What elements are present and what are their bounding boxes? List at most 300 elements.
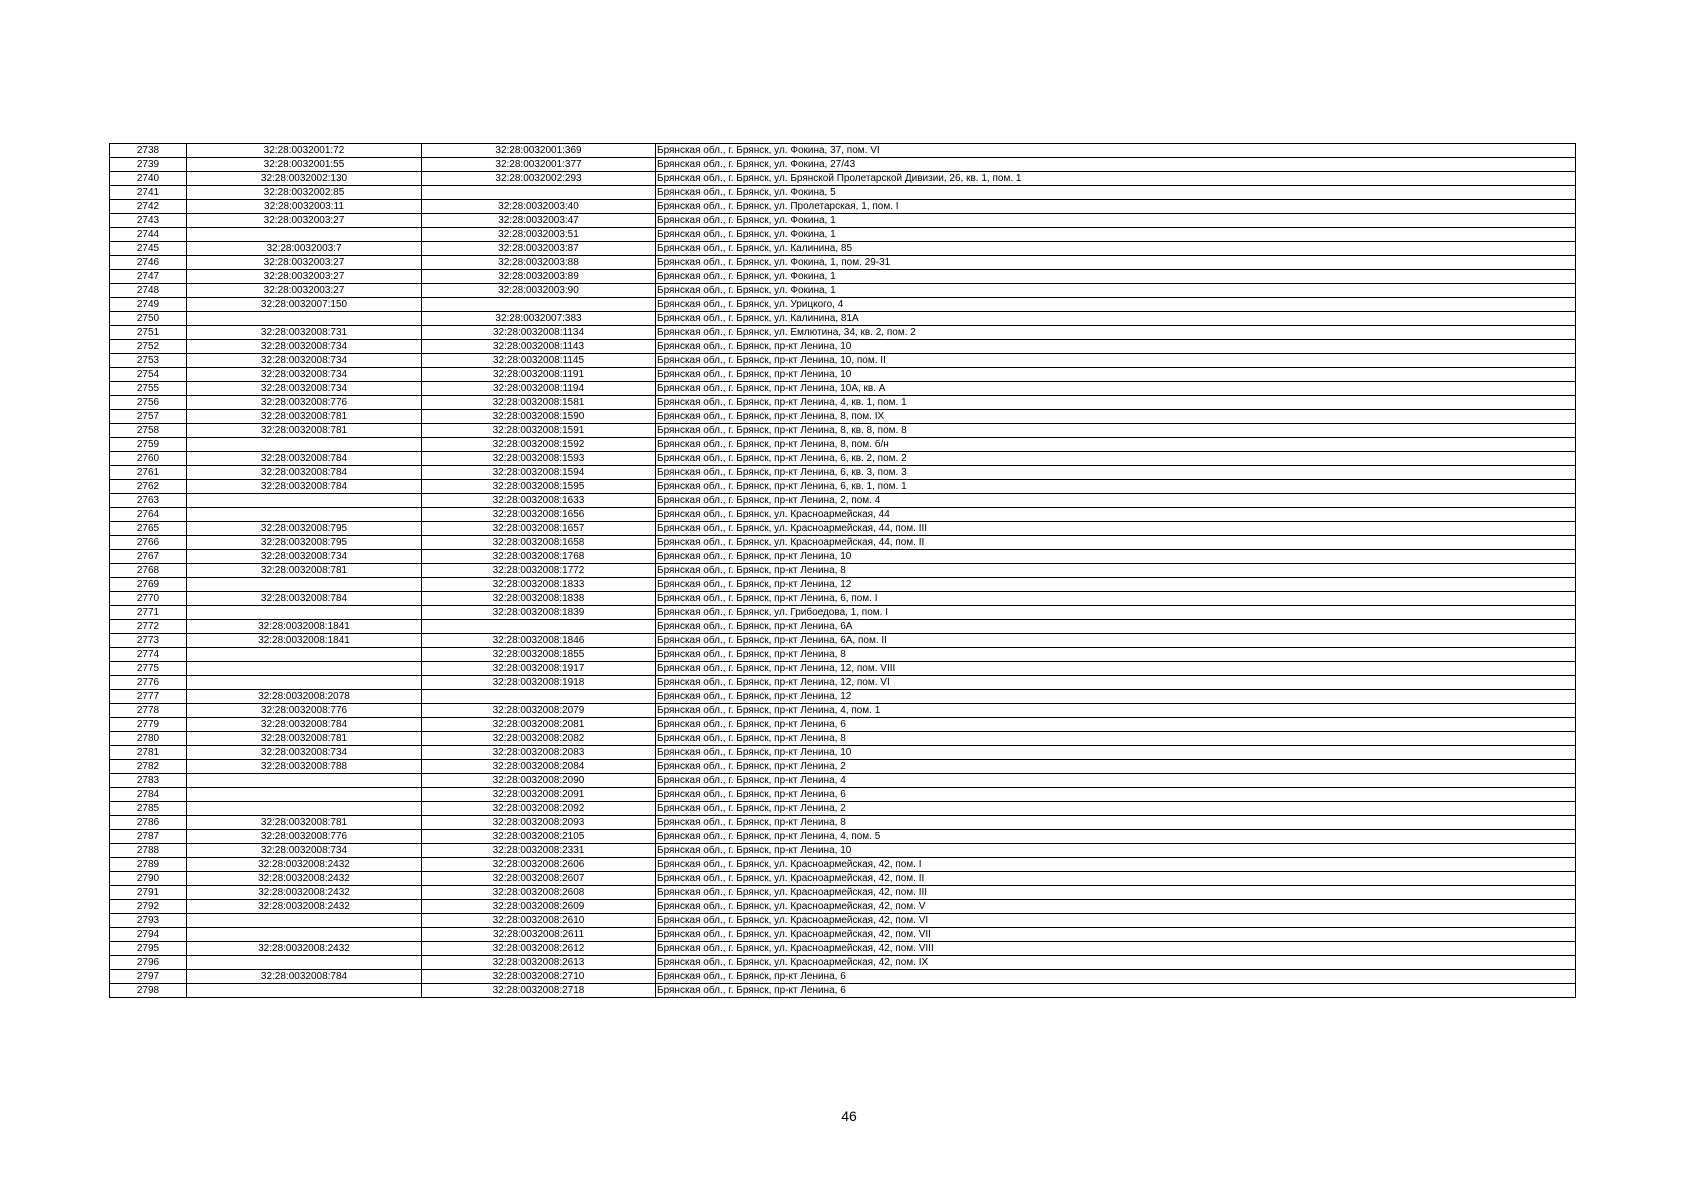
address-cell: Брянская обл., г. Брянск, ул. Красноармейская, 42, пом. III xyxy=(656,886,1576,900)
row-number-cell: 2782 xyxy=(110,760,187,774)
land-cadastral-number-cell xyxy=(187,676,422,690)
table-row xyxy=(110,578,1576,592)
table-row xyxy=(110,872,1576,886)
row-number-cell: 2762 xyxy=(110,480,187,494)
building-cadastral-number-cell: 32:28:0032008:1143 xyxy=(422,340,656,354)
building-cadastral-number-cell: 32:28:0032003:89 xyxy=(422,270,656,284)
building-cadastral-number-cell xyxy=(422,620,656,634)
row-number-cell: 2752 xyxy=(110,340,187,354)
land-cadastral-number-cell: 32:28:0032008:776 xyxy=(187,704,422,718)
land-cadastral-number-cell: 32:28:0032008:1841 xyxy=(187,634,422,648)
row-number-cell: 2781 xyxy=(110,746,187,760)
row-number-cell: 2749 xyxy=(110,298,187,312)
address-cell: Брянская обл., г. Брянск, ул. Красноармейская, 42, пом. II xyxy=(656,872,1576,886)
row-number-cell: 2769 xyxy=(110,578,187,592)
table-row xyxy=(110,326,1576,340)
building-cadastral-number-cell: 32:28:0032008:1593 xyxy=(422,452,656,466)
table-row xyxy=(110,620,1576,634)
address-cell: Брянская обл., г. Брянск, пр-кт Ленина, 6, пом. I xyxy=(656,592,1576,606)
table-row xyxy=(110,270,1576,284)
row-number-cell: 2767 xyxy=(110,550,187,564)
row-number-cell: 2768 xyxy=(110,564,187,578)
address-cell: Брянская обл., г. Брянск, ул. Фокина, 27/43 xyxy=(656,158,1576,172)
table-row xyxy=(110,942,1576,956)
address-cell: Брянская обл., г. Брянск, ул. Красноармейская, 42, пом. IX xyxy=(656,956,1576,970)
row-number-cell: 2746 xyxy=(110,256,187,270)
land-cadastral-number-cell: 32:28:0032003:27 xyxy=(187,284,422,298)
address-cell: Брянская обл., г. Брянск, пр-кт Ленина, 6А, пом. II xyxy=(656,634,1576,648)
building-cadastral-number-cell: 32:28:0032008:1592 xyxy=(422,438,656,452)
land-cadastral-number-cell: 32:28:0032008:795 xyxy=(187,536,422,550)
row-number-cell: 2778 xyxy=(110,704,187,718)
table-row xyxy=(110,718,1576,732)
land-cadastral-number-cell xyxy=(187,312,422,326)
building-cadastral-number-cell: 32:28:0032008:1145 xyxy=(422,354,656,368)
building-cadastral-number-cell: 32:28:0032008:2081 xyxy=(422,718,656,732)
table-row xyxy=(110,508,1576,522)
address-cell: Брянская обл., г. Брянск, ул. Фокина, 1 xyxy=(656,284,1576,298)
table-row xyxy=(110,410,1576,424)
land-cadastral-number-cell: 32:28:0032001:55 xyxy=(187,158,422,172)
table-row xyxy=(110,424,1576,438)
building-cadastral-number-cell: 32:28:0032003:47 xyxy=(422,214,656,228)
building-cadastral-number-cell: 32:28:0032008:2083 xyxy=(422,746,656,760)
land-cadastral-number-cell: 32:28:0032008:734 xyxy=(187,340,422,354)
land-cadastral-number-cell: 32:28:0032008:781 xyxy=(187,564,422,578)
table-row xyxy=(110,690,1576,704)
address-cell: Брянская обл., г. Брянск, ул. Фокина, 37, пом. VI xyxy=(656,144,1576,158)
land-cadastral-number-cell: 32:28:0032008:781 xyxy=(187,424,422,438)
building-cadastral-number-cell: 32:28:0032008:2092 xyxy=(422,802,656,816)
building-cadastral-number-cell: 32:28:0032008:2611 xyxy=(422,928,656,942)
address-cell: Брянская обл., г. Брянск, пр-кт Ленина, 10 xyxy=(656,340,1576,354)
building-cadastral-number-cell xyxy=(422,690,656,704)
land-cadastral-number-cell xyxy=(187,928,422,942)
table-row xyxy=(110,284,1576,298)
row-number-cell: 2738 xyxy=(110,144,187,158)
address-cell: Брянская обл., г. Брянск, пр-кт Ленина, 10 xyxy=(656,746,1576,760)
address-cell: Брянская обл., г. Брянск, пр-кт Ленина, 6А xyxy=(656,620,1576,634)
row-number-cell: 2739 xyxy=(110,158,187,172)
address-cell: Брянская обл., г. Брянск, ул. Красноармейская, 44, пом. II xyxy=(656,536,1576,550)
row-number-cell: 2786 xyxy=(110,816,187,830)
building-cadastral-number-cell: 32:28:0032008:2613 xyxy=(422,956,656,970)
address-cell: Брянская обл., г. Брянск, ул. Фокина, 1 xyxy=(656,228,1576,242)
building-cadastral-number-cell: 32:28:0032008:1855 xyxy=(422,648,656,662)
table-row xyxy=(110,186,1576,200)
address-cell: Брянская обл., г. Брянск, пр-кт Ленина, 4 xyxy=(656,774,1576,788)
table-row xyxy=(110,900,1576,914)
building-cadastral-number-cell: 32:28:0032008:2331 xyxy=(422,844,656,858)
building-cadastral-number-cell: 32:28:0032008:1134 xyxy=(422,326,656,340)
address-cell: Брянская обл., г. Брянск, пр-кт Ленина, 8 xyxy=(656,816,1576,830)
building-cadastral-number-cell: 32:28:0032002:293 xyxy=(422,172,656,186)
address-cell: Брянская обл., г. Брянск, пр-кт Ленина, 8, пом. б/н xyxy=(656,438,1576,452)
address-cell: Брянская обл., г. Брянск, пр-кт Ленина, 6, кв. 2, пом. 2 xyxy=(656,452,1576,466)
row-number-cell: 2761 xyxy=(110,466,187,480)
table-row xyxy=(110,788,1576,802)
address-cell: Брянская обл., г. Брянск, пр-кт Ленина, 6 xyxy=(656,788,1576,802)
address-cell: Брянская обл., г. Брянск, пр-кт Ленина, 8, пом. IX xyxy=(656,410,1576,424)
table-row xyxy=(110,536,1576,550)
table-row xyxy=(110,312,1576,326)
table-row xyxy=(110,634,1576,648)
row-number-cell: 2783 xyxy=(110,774,187,788)
building-cadastral-number-cell: 32:28:0032008:1590 xyxy=(422,410,656,424)
land-cadastral-number-cell: 32:28:0032008:2432 xyxy=(187,900,422,914)
land-cadastral-number-cell: 32:28:0032008:776 xyxy=(187,830,422,844)
table-row xyxy=(110,732,1576,746)
building-cadastral-number-cell: 32:28:0032008:1846 xyxy=(422,634,656,648)
land-cadastral-number-cell: 32:28:0032008:784 xyxy=(187,718,422,732)
table-row xyxy=(110,914,1576,928)
building-cadastral-number-cell: 32:28:0032008:1918 xyxy=(422,676,656,690)
building-cadastral-number-cell: 32:28:0032008:2607 xyxy=(422,872,656,886)
building-cadastral-number-cell: 32:28:0032008:1657 xyxy=(422,522,656,536)
page-number: 46 xyxy=(841,1108,857,1124)
row-number-cell: 2750 xyxy=(110,312,187,326)
row-number-cell: 2756 xyxy=(110,396,187,410)
table-row xyxy=(110,676,1576,690)
address-cell: Брянская обл., г. Брянск, пр-кт Ленина, 6 xyxy=(656,970,1576,984)
address-cell: Брянская обл., г. Брянск, пр-кт Ленина, 4, кв. 1, пом. 1 xyxy=(656,396,1576,410)
address-cell: Брянская обл., г. Брянск, пр-кт Ленина, 8 xyxy=(656,564,1576,578)
row-number-cell: 2798 xyxy=(110,984,187,998)
address-cell: Брянская обл., г. Брянск, пр-кт Ленина, 4, пом. 1 xyxy=(656,704,1576,718)
row-number-cell: 2790 xyxy=(110,872,187,886)
land-cadastral-number-cell xyxy=(187,578,422,592)
building-cadastral-number-cell: 32:28:0032008:2606 xyxy=(422,858,656,872)
table-row xyxy=(110,200,1576,214)
row-number-cell: 2797 xyxy=(110,970,187,984)
table-row xyxy=(110,172,1576,186)
row-number-cell: 2796 xyxy=(110,956,187,970)
building-cadastral-number-cell: 32:28:0032008:1194 xyxy=(422,382,656,396)
row-number-cell: 2753 xyxy=(110,354,187,368)
address-cell: Брянская обл., г. Брянск, пр-кт Ленина, 10 xyxy=(656,368,1576,382)
land-cadastral-number-cell: 32:28:0032008:731 xyxy=(187,326,422,340)
land-cadastral-number-cell xyxy=(187,228,422,242)
row-number-cell: 2747 xyxy=(110,270,187,284)
address-cell: Брянская обл., г. Брянск, ул. Урицкого, 4 xyxy=(656,298,1576,312)
address-cell: Брянская обл., г. Брянск, ул. Красноармейская, 44 xyxy=(656,508,1576,522)
land-cadastral-number-cell: 32:28:0032003:27 xyxy=(187,214,422,228)
land-cadastral-number-cell xyxy=(187,802,422,816)
row-number-cell: 2785 xyxy=(110,802,187,816)
registry-table-body xyxy=(110,144,1576,998)
table-row xyxy=(110,466,1576,480)
building-cadastral-number-cell: 32:28:0032008:2608 xyxy=(422,886,656,900)
table-row xyxy=(110,648,1576,662)
table-row xyxy=(110,564,1576,578)
building-cadastral-number-cell: 32:28:0032003:87 xyxy=(422,242,656,256)
registry-table xyxy=(109,143,1576,998)
table-row xyxy=(110,956,1576,970)
row-number-cell: 2745 xyxy=(110,242,187,256)
row-number-cell: 2766 xyxy=(110,536,187,550)
row-number-cell: 2789 xyxy=(110,858,187,872)
land-cadastral-number-cell: 32:28:0032008:734 xyxy=(187,382,422,396)
row-number-cell: 2758 xyxy=(110,424,187,438)
row-number-cell: 2771 xyxy=(110,606,187,620)
table-row xyxy=(110,368,1576,382)
building-cadastral-number-cell: 32:28:0032008:1591 xyxy=(422,424,656,438)
building-cadastral-number-cell: 32:28:0032008:1772 xyxy=(422,564,656,578)
address-cell: Брянская обл., г. Брянск, пр-кт Ленина, 10, пом. II xyxy=(656,354,1576,368)
building-cadastral-number-cell: 32:28:0032003:88 xyxy=(422,256,656,270)
land-cadastral-number-cell xyxy=(187,662,422,676)
row-number-cell: 2764 xyxy=(110,508,187,522)
table-row xyxy=(110,816,1576,830)
table-row xyxy=(110,494,1576,508)
table-row xyxy=(110,844,1576,858)
land-cadastral-number-cell: 32:28:0032003:27 xyxy=(187,270,422,284)
building-cadastral-number-cell xyxy=(422,298,656,312)
land-cadastral-number-cell: 32:28:0032008:2432 xyxy=(187,942,422,956)
table-row xyxy=(110,438,1576,452)
table-row xyxy=(110,340,1576,354)
land-cadastral-number-cell: 32:28:0032008:795 xyxy=(187,522,422,536)
row-number-cell: 2744 xyxy=(110,228,187,242)
table-row xyxy=(110,662,1576,676)
table-row xyxy=(110,760,1576,774)
land-cadastral-number-cell: 32:28:0032008:781 xyxy=(187,732,422,746)
table-row xyxy=(110,592,1576,606)
row-number-cell: 2777 xyxy=(110,690,187,704)
table-row xyxy=(110,298,1576,312)
table-row xyxy=(110,214,1576,228)
document-page xyxy=(109,143,1575,998)
address-cell: Брянская обл., г. Брянск, пр-кт Ленина, 10 xyxy=(656,844,1576,858)
land-cadastral-number-cell: 32:28:0032008:734 xyxy=(187,354,422,368)
address-cell: Брянская обл., г. Брянск, пр-кт Ленина, 8 xyxy=(656,732,1576,746)
building-cadastral-number-cell: 32:28:0032008:2105 xyxy=(422,830,656,844)
table-row xyxy=(110,802,1576,816)
building-cadastral-number-cell: 32:28:0032008:1768 xyxy=(422,550,656,564)
land-cadastral-number-cell: 32:28:0032008:781 xyxy=(187,410,422,424)
land-cadastral-number-cell: 32:28:0032008:776 xyxy=(187,396,422,410)
row-number-cell: 2759 xyxy=(110,438,187,452)
row-number-cell: 2741 xyxy=(110,186,187,200)
table-row xyxy=(110,970,1576,984)
table-row xyxy=(110,774,1576,788)
table-row xyxy=(110,452,1576,466)
building-cadastral-number-cell: 32:28:0032001:377 xyxy=(422,158,656,172)
table-row xyxy=(110,396,1576,410)
table-row xyxy=(110,242,1576,256)
building-cadastral-number-cell: 32:28:0032008:2609 xyxy=(422,900,656,914)
table-row xyxy=(110,228,1576,242)
land-cadastral-number-cell xyxy=(187,648,422,662)
row-number-cell: 2754 xyxy=(110,368,187,382)
building-cadastral-number-cell: 32:28:0032008:1595 xyxy=(422,480,656,494)
land-cadastral-number-cell: 32:28:0032008:734 xyxy=(187,368,422,382)
land-cadastral-number-cell: 32:28:0032007:150 xyxy=(187,298,422,312)
row-number-cell: 2742 xyxy=(110,200,187,214)
land-cadastral-number-cell: 32:28:0032008:734 xyxy=(187,746,422,760)
building-cadastral-number-cell: 32:28:0032008:2612 xyxy=(422,942,656,956)
land-cadastral-number-cell: 32:28:0032002:130 xyxy=(187,172,422,186)
address-cell: Брянская обл., г. Брянск, пр-кт Ленина, 2 xyxy=(656,802,1576,816)
building-cadastral-number-cell: 32:28:0032008:1594 xyxy=(422,466,656,480)
row-number-cell: 2788 xyxy=(110,844,187,858)
land-cadastral-number-cell: 32:28:0032008:2432 xyxy=(187,872,422,886)
row-number-cell: 2760 xyxy=(110,452,187,466)
row-number-cell: 2770 xyxy=(110,592,187,606)
land-cadastral-number-cell xyxy=(187,984,422,998)
table-row xyxy=(110,144,1576,158)
row-number-cell: 2795 xyxy=(110,942,187,956)
table-row xyxy=(110,984,1576,998)
address-cell: Брянская обл., г. Брянск, пр-кт Ленина, 4, пом. 5 xyxy=(656,830,1576,844)
address-cell: Брянская обл., г. Брянск, пр-кт Ленина, 6, кв. 1, пом. 1 xyxy=(656,480,1576,494)
land-cadastral-number-cell xyxy=(187,788,422,802)
row-number-cell: 2773 xyxy=(110,634,187,648)
land-cadastral-number-cell: 32:28:0032008:734 xyxy=(187,550,422,564)
land-cadastral-number-cell: 32:28:0032008:784 xyxy=(187,466,422,480)
table-row xyxy=(110,480,1576,494)
table-row xyxy=(110,606,1576,620)
land-cadastral-number-cell: 32:28:0032008:784 xyxy=(187,970,422,984)
row-number-cell: 2779 xyxy=(110,718,187,732)
land-cadastral-number-cell: 32:28:0032008:784 xyxy=(187,452,422,466)
table-row xyxy=(110,256,1576,270)
address-cell: Брянская обл., г. Брянск, ул. Пролетарская, 1, пом. I xyxy=(656,200,1576,214)
table-row xyxy=(110,158,1576,172)
row-number-cell: 2791 xyxy=(110,886,187,900)
building-cadastral-number-cell: 32:28:0032008:1191 xyxy=(422,368,656,382)
land-cadastral-number-cell: 32:28:0032001:72 xyxy=(187,144,422,158)
address-cell: Брянская обл., г. Брянск, пр-кт Ленина, 6, кв. 3, пом. 3 xyxy=(656,466,1576,480)
building-cadastral-number-cell: 32:28:0032008:2090 xyxy=(422,774,656,788)
row-number-cell: 2775 xyxy=(110,662,187,676)
building-cadastral-number-cell: 32:28:0032008:2710 xyxy=(422,970,656,984)
address-cell: Брянская обл., г. Брянск, ул. Красноармейская, 44, пом. III xyxy=(656,522,1576,536)
address-cell: Брянская обл., г. Брянск, пр-кт Ленина, 10 xyxy=(656,550,1576,564)
table-row xyxy=(110,522,1576,536)
land-cadastral-number-cell: 32:28:0032008:1841 xyxy=(187,620,422,634)
row-number-cell: 2793 xyxy=(110,914,187,928)
row-number-cell: 2780 xyxy=(110,732,187,746)
land-cadastral-number-cell: 32:28:0032002:85 xyxy=(187,186,422,200)
land-cadastral-number-cell: 32:28:0032008:2432 xyxy=(187,858,422,872)
row-number-cell: 2784 xyxy=(110,788,187,802)
land-cadastral-number-cell: 32:28:0032008:2432 xyxy=(187,886,422,900)
land-cadastral-number-cell xyxy=(187,774,422,788)
address-cell: Брянская обл., г. Брянск, ул. Красноармейская, 42, пом. VIII xyxy=(656,942,1576,956)
address-cell: Брянская обл., г. Брянск, пр-кт Ленина, 12, пом. VI xyxy=(656,676,1576,690)
address-cell: Брянская обл., г. Брянск, ул. Фокина, 5 xyxy=(656,186,1576,200)
row-number-cell: 2765 xyxy=(110,522,187,536)
building-cadastral-number-cell: 32:28:0032008:1656 xyxy=(422,508,656,522)
land-cadastral-number-cell: 32:28:0032003:27 xyxy=(187,256,422,270)
land-cadastral-number-cell: 32:28:0032008:781 xyxy=(187,816,422,830)
address-cell: Брянская обл., г. Брянск, ул. Брянской Пролетарской Дивизии, 26, кв. 1, пом. 1 xyxy=(656,172,1576,186)
building-cadastral-number-cell: 32:28:0032008:2084 xyxy=(422,760,656,774)
address-cell: Брянская обл., г. Брянск, ул. Красноармейская, 42, пом. VII xyxy=(656,928,1576,942)
building-cadastral-number-cell: 32:28:0032008:2093 xyxy=(422,816,656,830)
address-cell: Брянская обл., г. Брянск, ул. Фокина, 1, пом. 29-31 xyxy=(656,256,1576,270)
address-cell: Брянская обл., г. Брянск, пр-кт Ленина, 8, кв. 8, пом. 8 xyxy=(656,424,1576,438)
row-number-cell: 2763 xyxy=(110,494,187,508)
building-cadastral-number-cell: 32:28:0032003:90 xyxy=(422,284,656,298)
land-cadastral-number-cell: 32:28:0032003:11 xyxy=(187,200,422,214)
table-row xyxy=(110,704,1576,718)
building-cadastral-number-cell: 32:28:0032003:51 xyxy=(422,228,656,242)
address-cell: Брянская обл., г. Брянск, пр-кт Ленина, 12, пом. VIII xyxy=(656,662,1576,676)
address-cell: Брянская обл., г. Брянск, пр-кт Ленина, 10А, кв. А xyxy=(656,382,1576,396)
table-row xyxy=(110,382,1576,396)
address-cell: Брянская обл., г. Брянск, ул. Грибоедова, 1, пом. I xyxy=(656,606,1576,620)
building-cadastral-number-cell: 32:28:0032008:2079 xyxy=(422,704,656,718)
address-cell: Брянская обл., г. Брянск, пр-кт Ленина, 12 xyxy=(656,578,1576,592)
row-number-cell: 2776 xyxy=(110,676,187,690)
row-number-cell: 2787 xyxy=(110,830,187,844)
row-number-cell: 2774 xyxy=(110,648,187,662)
table-row xyxy=(110,354,1576,368)
land-cadastral-number-cell xyxy=(187,956,422,970)
address-cell: Брянская обл., г. Брянск, пр-кт Ленина, 8 xyxy=(656,648,1576,662)
address-cell: Брянская обл., г. Брянск, ул. Фокина, 1 xyxy=(656,214,1576,228)
row-number-cell: 2792 xyxy=(110,900,187,914)
address-cell: Брянская обл., г. Брянск, пр-кт Ленина, 2 xyxy=(656,760,1576,774)
building-cadastral-number-cell: 32:28:0032007:383 xyxy=(422,312,656,326)
table-row xyxy=(110,746,1576,760)
building-cadastral-number-cell: 32:28:0032008:1917 xyxy=(422,662,656,676)
row-number-cell: 2755 xyxy=(110,382,187,396)
building-cadastral-number-cell: 32:28:0032003:40 xyxy=(422,200,656,214)
land-cadastral-number-cell xyxy=(187,438,422,452)
land-cadastral-number-cell xyxy=(187,494,422,508)
building-cadastral-number-cell: 32:28:0032008:2082 xyxy=(422,732,656,746)
land-cadastral-number-cell xyxy=(187,606,422,620)
table-row xyxy=(110,886,1576,900)
land-cadastral-number-cell: 32:28:0032008:2078 xyxy=(187,690,422,704)
land-cadastral-number-cell: 32:28:0032008:784 xyxy=(187,592,422,606)
row-number-cell: 2743 xyxy=(110,214,187,228)
building-cadastral-number-cell: 32:28:0032008:1839 xyxy=(422,606,656,620)
land-cadastral-number-cell: 32:28:0032008:784 xyxy=(187,480,422,494)
address-cell: Брянская обл., г. Брянск, ул. Фокина, 1 xyxy=(656,270,1576,284)
building-cadastral-number-cell: 32:28:0032008:2091 xyxy=(422,788,656,802)
table-row xyxy=(110,928,1576,942)
address-cell: Брянская обл., г. Брянск, ул. Калинина, 85 xyxy=(656,242,1576,256)
address-cell: Брянская обл., г. Брянск, пр-кт Ленина, 2, пом. 4 xyxy=(656,494,1576,508)
building-cadastral-number-cell: 32:28:0032008:1838 xyxy=(422,592,656,606)
row-number-cell: 2757 xyxy=(110,410,187,424)
table-row xyxy=(110,550,1576,564)
row-number-cell: 2748 xyxy=(110,284,187,298)
address-cell: Брянская обл., г. Брянск, ул. Красноармейская, 42, пом. VI xyxy=(656,914,1576,928)
building-cadastral-number-cell: 32:28:0032008:2610 xyxy=(422,914,656,928)
building-cadastral-number-cell: 32:28:0032008:1581 xyxy=(422,396,656,410)
table-row xyxy=(110,830,1576,844)
building-cadastral-number-cell: 32:28:0032008:1633 xyxy=(422,494,656,508)
address-cell: Брянская обл., г. Брянск, пр-кт Ленина, 12 xyxy=(656,690,1576,704)
land-cadastral-number-cell: 32:28:0032003:7 xyxy=(187,242,422,256)
address-cell: Брянская обл., г. Брянск, ул. Красноармейская, 42, пом. I xyxy=(656,858,1576,872)
building-cadastral-number-cell: 32:28:0032001:369 xyxy=(422,144,656,158)
land-cadastral-number-cell: 32:28:0032008:734 xyxy=(187,844,422,858)
building-cadastral-number-cell xyxy=(422,186,656,200)
row-number-cell: 2772 xyxy=(110,620,187,634)
building-cadastral-number-cell: 32:28:0032008:2718 xyxy=(422,984,656,998)
address-cell: Брянская обл., г. Брянск, пр-кт Ленина, 6 xyxy=(656,718,1576,732)
building-cadastral-number-cell: 32:28:0032008:1658 xyxy=(422,536,656,550)
row-number-cell: 2740 xyxy=(110,172,187,186)
row-number-cell: 2794 xyxy=(110,928,187,942)
row-number-cell: 2751 xyxy=(110,326,187,340)
